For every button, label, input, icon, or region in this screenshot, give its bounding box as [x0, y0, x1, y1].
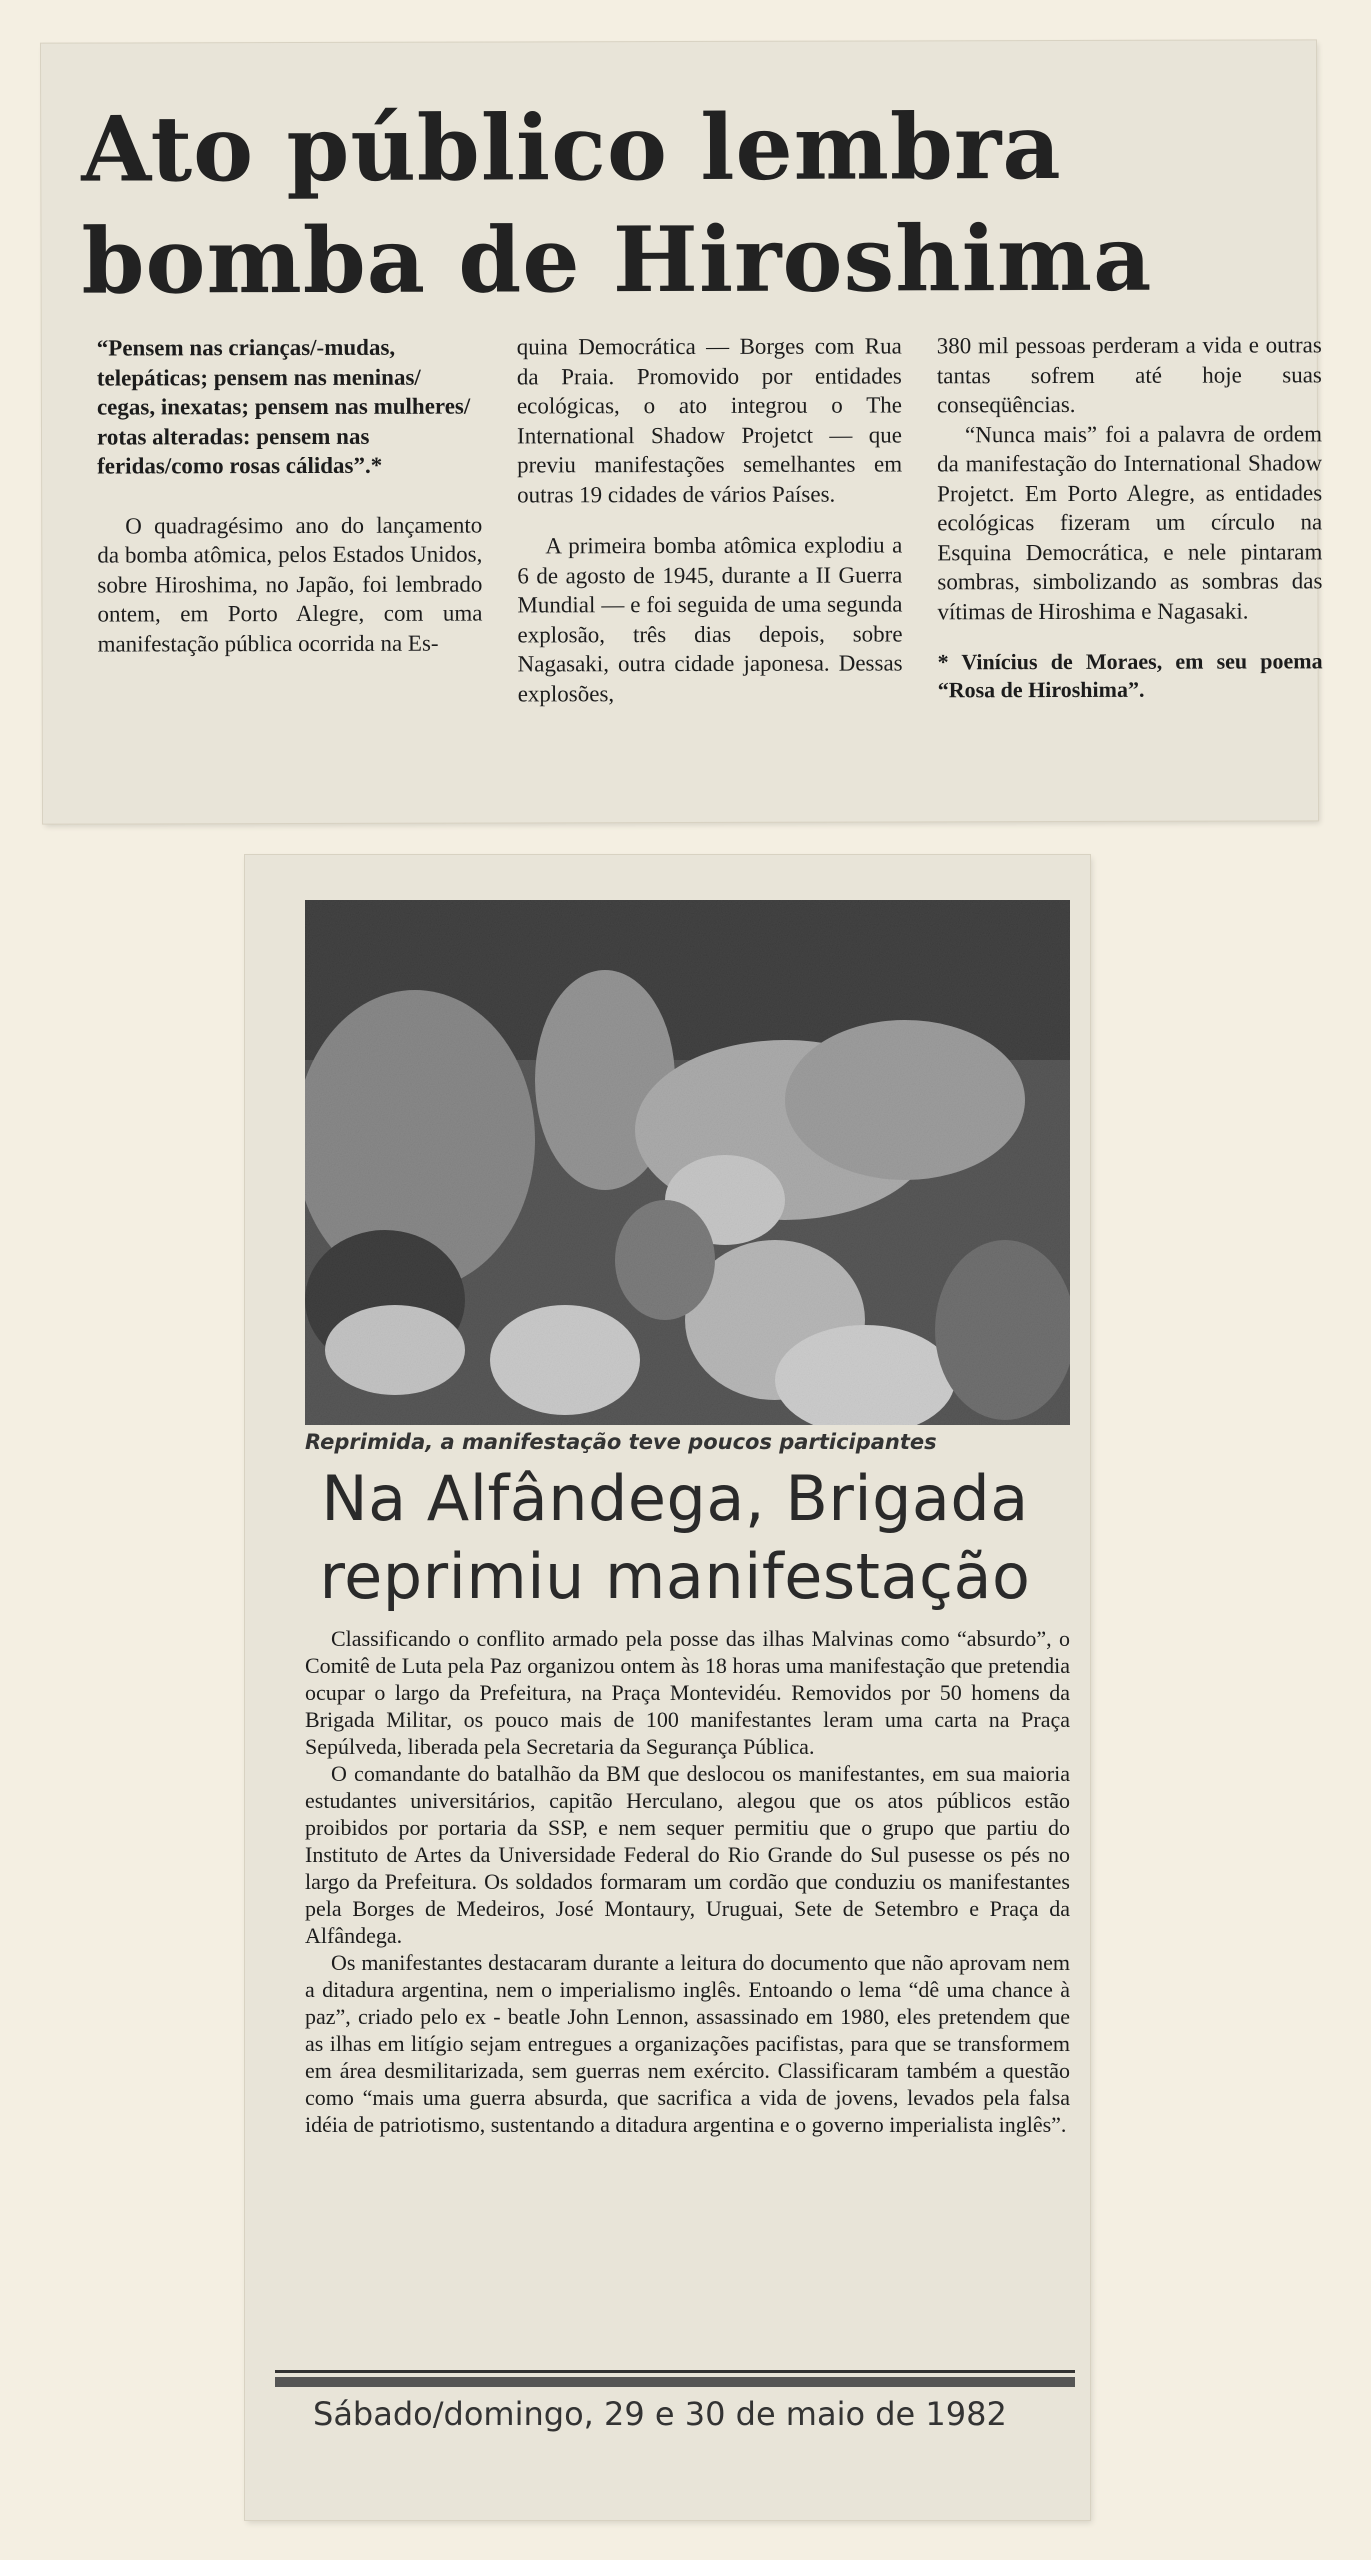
article2-body	[305, 1625, 1070, 2138]
article1-headline	[81, 90, 1282, 317]
article1-column-1	[97, 333, 483, 732]
dateline: Sábado/domingo, 29 e 30 de maio de 1982	[313, 2395, 1007, 2433]
protest-photo-icon	[305, 900, 1070, 1425]
article1-paragraph: A primeira bomba atômica explodiu a 6 de agosto de 1945, durante a II Guerra Mundial — e foi seguida de uma segunda explosão, três dias depois, sobre Nagasaki, outra cidade japonesa. Dessas explosões,	[517, 532, 903, 706]
article2-paragraph: O comandante do batalhão da BM que deslocou os manifestantes, em sua maioria estudantes universitários, capitão Herculano, alegou que os atos públicos estão proibidos por portaria da SSP, e nem sequer permitiu que o grupo que partiu do Instituto de Artes da Universidade Federal do Rio Grande do Sul pusesse os pés no largo da Prefeitura. Os soldados formaram um cordão que conduziu os manifestantes pela Borges de Medeiros, José Montaury, Uruguai, Sete de Setembro e Praça da Alfândega.	[305, 1761, 1070, 1948]
article2-paragraph: Os manifestantes destacaram durante a leitura do documento que não aprovam nem a ditadura argentina, nem o imperialismo inglês. Entoando o lema “dê uma chance à paz”, criado pelo ex - beatle John Lennon, assassinado em 1980, eles pretendem que as ilhas em litígio sejam entregues a organizações pacifistas, para que se transformem em área desmilitarizada, sem guerras nem exército. Classificaram também a questão como “mais uma guerra absurda, que sacrifica a vida de jovens, levados pela falsa idéia de patriotismo, sustentando a ditadura argentina e o governo imperialista inglês”.	[305, 1950, 1070, 2137]
divider	[275, 2377, 1075, 2387]
article2-paragraph: Classificando o conflito armado pela posse das ilhas Malvinas como “absurdo”, o Comitê de Luta pela Paz organizou ontem às 18 horas uma manifestação que pretendia ocupar o largo da Prefeitura, na Praça Montevidéu. Removidos por 50 homens da Brigada Militar, os pouco mais de 100 manifestantes leram uma carta na Praça Sepúlveda, liberada pela Secretaria da Segurança Pública.	[305, 1626, 1070, 1759]
article2-headline-line2: reprimiu manifestação	[319, 1540, 1031, 1613]
divider	[275, 2370, 1075, 2373]
article1-columns	[97, 330, 1328, 731]
article1-paragraph: “Nunca mais” foi a palavra de ordem da manifestação do International Shadow Projetct. Em Porto Alegre, as entidades ecológicas fizeram um círculo na Esquina Democrática, e nele pintaram sombras, simbolizando as sombras das vítimas de Hiroshima e Nagasaki.	[937, 420, 1323, 624]
article1-paragraph: 380 mil pessoas perderam a vida e outras tantas sofrem até hoje suas conseqüências.	[936, 332, 1322, 418]
article1-paragraph: quina Democrática — Borges com Rua da Praia. Promovido por entidades ecológicas, o ato integrou o The International Shadow Projetct — que previu manifestações semelhantes em outras 19 cidades de vários Países.	[516, 333, 903, 507]
photo-caption: Reprimida, a manifestação teve poucos participantes	[305, 1430, 937, 1454]
hiroshima-article-clipping	[41, 40, 1323, 823]
article1-headline-line1: Ato público lembra	[81, 93, 1062, 203]
article2-headline	[285, 1460, 1065, 1616]
article1-paragraph: O quadragésimo ano do lançamento da bomba atômica, pelos Estados Unidos, sobre Hiroshima, no Japão, foi lembrado ontem, em Porto Alegre, com uma manifestação pública ocorrida na Es-	[97, 512, 483, 657]
article2-headline-line1: Na Alfândega, Brigada	[321, 1462, 1029, 1535]
protest-photo	[305, 900, 1070, 1425]
footnote: * Vinícius de Moraes, em seu poema “Rosa de Hiroshima”.	[937, 648, 1323, 703]
poem-quote: “Pensem nas crianças/-mudas, telepáticas; pensem nas meninas/ cegas, inexatas; pensem nas mulheres/ rotas alteradas: pensem nas feridas/como rosas cálidas”.*	[96, 334, 471, 479]
article1-headline-line2: bomba de Hiroshima	[81, 205, 1153, 315]
brigada-article-clipping	[245, 855, 1090, 2520]
article1-column-2	[517, 331, 903, 730]
article1-column-3	[937, 330, 1323, 729]
